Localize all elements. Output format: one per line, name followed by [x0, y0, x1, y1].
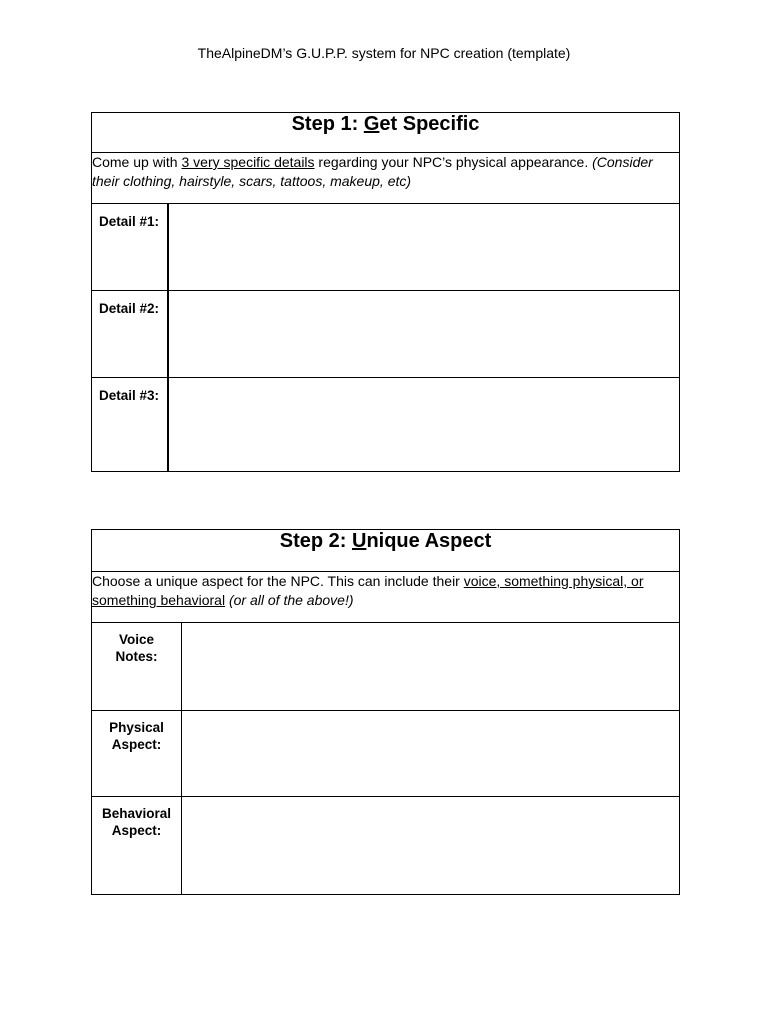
step1-title: Step 1: Get Specific — [92, 113, 680, 153]
step2-description: Choose a unique aspect for the NPC. This can include their voice, something physical, or something behavioral (or all of the above!) — [92, 572, 680, 623]
behavioral-aspect-label: Behavioral Aspect: — [92, 797, 182, 895]
detail-2-field[interactable] — [168, 291, 680, 378]
detail-3-label: Detail #3: — [92, 378, 168, 472]
detail-1-field[interactable] — [168, 204, 680, 291]
step2-desc-underlined: voice, something physical, or something behavioral — [92, 573, 644, 608]
step2-title-letter: U — [351, 530, 367, 552]
step2-table — [91, 529, 680, 895]
physical-aspect-field[interactable] — [182, 711, 680, 797]
step1-description: Come up with 3 very specific details regarding your NPC’s physical appearance. (Consider their clothing, hairstyle, scars, tattoos, makeup, etc) — [92, 153, 680, 204]
detail-2-label: Detail #2: — [92, 291, 168, 378]
page-title: TheAlpineDM’s G.U.P.P. system for NPC creation (template) — [197, 45, 571, 61]
detail-3-field[interactable] — [168, 378, 680, 472]
step2-title: Step 2: Unique Aspect — [92, 530, 680, 572]
step2-desc-italic: (or all of the above!) — [228, 592, 354, 608]
step1-title-letter: G — [363, 113, 380, 135]
step1-desc-italic: (Consider their clothing, hairstyle, scars, tattoos, makeup, etc) — [92, 154, 653, 189]
step1-table — [91, 112, 680, 472]
voice-notes-field[interactable] — [182, 623, 680, 711]
voice-notes-label: Voice Notes: — [92, 623, 182, 711]
physical-aspect-label: Physical Aspect: — [92, 711, 182, 797]
behavioral-aspect-field[interactable] — [182, 797, 680, 895]
detail-1-label: Detail #1: — [92, 204, 168, 291]
step1-desc-underlined: 3 very specific details — [181, 154, 315, 170]
